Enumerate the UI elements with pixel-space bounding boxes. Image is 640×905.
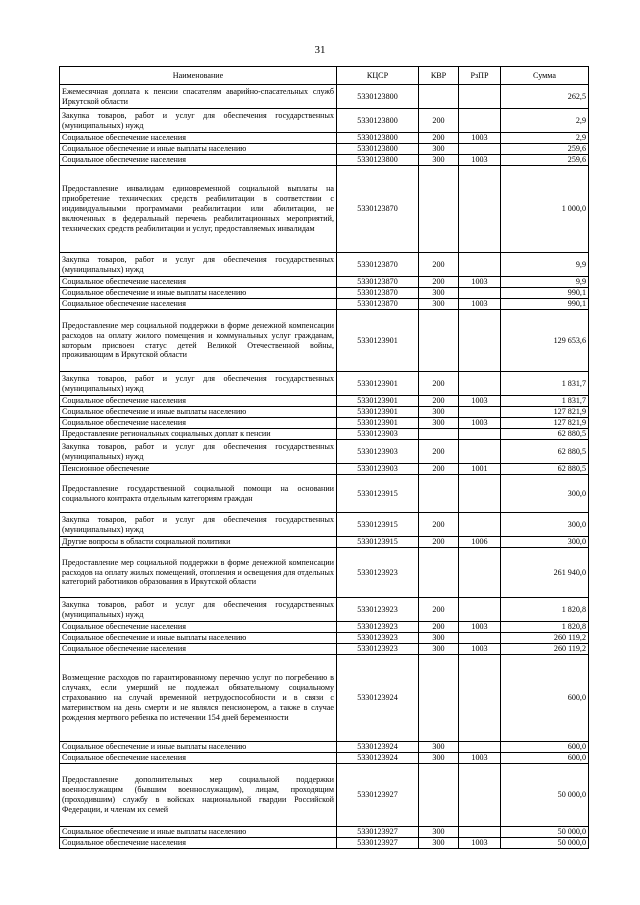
cell-rzpr	[459, 440, 501, 464]
table-row	[60, 155, 589, 166]
cell-name: Ежемесячная доплата к пенсии спасателям аварийно-спасательных служб Иркутской области	[60, 85, 337, 109]
table-row	[60, 429, 589, 440]
cell-kvr: 300	[419, 299, 459, 310]
table-row	[60, 764, 589, 827]
cell-name: Социальное обеспечение населения	[60, 418, 337, 429]
cell-sum: 50 000,0	[501, 838, 589, 849]
cell-rzpr	[459, 288, 501, 299]
cell-kcsr: 5330123927	[337, 764, 419, 827]
cell-sum: 9,9	[501, 277, 589, 288]
cell-kcsr: 5330123927	[337, 827, 419, 838]
cell-kcsr: 5330123915	[337, 475, 419, 513]
cell-kcsr: 5330123800	[337, 133, 419, 144]
cell-kvr: 300	[419, 742, 459, 753]
table-row	[60, 288, 589, 299]
cell-sum: 260 119,2	[501, 633, 589, 644]
cell-sum: 260 119,2	[501, 644, 589, 655]
cell-kcsr: 5330123903	[337, 429, 419, 440]
cell-kcsr: 5330123901	[337, 372, 419, 396]
cell-name: Социальное обеспечение населения	[60, 299, 337, 310]
cell-kvr: 200	[419, 133, 459, 144]
cell-rzpr	[459, 310, 501, 372]
cell-name: Социальное обеспечение населения	[60, 396, 337, 407]
cell-rzpr: 1006	[459, 537, 501, 548]
table-row	[60, 742, 589, 753]
cell-kvr	[419, 475, 459, 513]
table-row	[60, 299, 589, 310]
cell-sum: 1 000,0	[501, 166, 589, 253]
table-row	[60, 753, 589, 764]
table-body	[60, 85, 589, 849]
cell-kvr	[419, 548, 459, 598]
cell-sum: 300,0	[501, 513, 589, 537]
cell-kcsr: 5330123923	[337, 633, 419, 644]
table-row	[60, 827, 589, 838]
table-row	[60, 253, 589, 277]
cell-sum: 1 831,7	[501, 396, 589, 407]
cell-rzpr	[459, 548, 501, 598]
cell-sum: 259,6	[501, 155, 589, 166]
cell-kcsr: 5330123915	[337, 513, 419, 537]
table-row	[60, 166, 589, 253]
cell-kcsr: 5330123800	[337, 144, 419, 155]
cell-rzpr: 1003	[459, 155, 501, 166]
cell-rzpr	[459, 764, 501, 827]
table-row	[60, 133, 589, 144]
cell-name: Закупка товаров, работ и услуг для обеспечения государственных (муниципальных) нужд	[60, 109, 337, 133]
cell-sum: 9,9	[501, 253, 589, 277]
cell-kvr: 200	[419, 464, 459, 475]
cell-name: Предоставление государственной социальной помощи на основании социального контракта отдельным категориям граждан	[60, 475, 337, 513]
cell-kcsr: 5330123923	[337, 548, 419, 598]
cell-sum: 62 880,5	[501, 429, 589, 440]
cell-kcsr: 5330123901	[337, 418, 419, 429]
cell-kcsr: 5330123870	[337, 288, 419, 299]
header-kvr: КВР	[419, 67, 459, 85]
cell-rzpr: 1001	[459, 464, 501, 475]
cell-kvr: 200	[419, 537, 459, 548]
cell-name: Закупка товаров, работ и услуг для обеспечения государственных (муниципальных) нужд	[60, 513, 337, 537]
cell-name: Закупка товаров, работ и услуг для обеспечения государственных (муниципальных) нужд	[60, 253, 337, 277]
table-row	[60, 418, 589, 429]
cell-rzpr	[459, 109, 501, 133]
table-row	[60, 144, 589, 155]
cell-name: Закупка товаров, работ и услуг для обеспечения государственных (муниципальных) нужд	[60, 598, 337, 622]
cell-sum: 62 880,5	[501, 464, 589, 475]
cell-kcsr: 5330123924	[337, 742, 419, 753]
cell-kvr	[419, 764, 459, 827]
cell-sum: 50 000,0	[501, 764, 589, 827]
cell-sum: 2,9	[501, 133, 589, 144]
cell-name: Возмещение расходов по гарантированному перечню услуг по погребению в случаях, если умерший не подлежал обязательному социальному страхованию на случай временной нетрудоспособности и в связи с материнством на день смерти и не являлся пенсионером, а также в случае рождения мертвого ребенка по истечении 154 дней беременности	[60, 655, 337, 742]
table-row	[60, 548, 589, 598]
cell-kcsr: 5330123924	[337, 655, 419, 742]
table-row	[60, 598, 589, 622]
cell-name: Социальное обеспечение населения	[60, 644, 337, 655]
cell-sum: 50 000,0	[501, 827, 589, 838]
cell-kcsr: 5330123923	[337, 622, 419, 633]
cell-sum: 1 831,7	[501, 372, 589, 396]
cell-kvr: 300	[419, 144, 459, 155]
cell-name: Пенсионное обеспечение	[60, 464, 337, 475]
header-rzpr: РзПР	[459, 67, 501, 85]
table-header	[60, 67, 589, 85]
cell-name: Закупка товаров, работ и услуг для обеспечения государственных (муниципальных) нужд	[60, 440, 337, 464]
table-row	[60, 838, 589, 849]
cell-kcsr: 5330123923	[337, 644, 419, 655]
cell-name: Социальное обеспечение населения	[60, 753, 337, 764]
cell-kvr: 200	[419, 277, 459, 288]
table-row	[60, 109, 589, 133]
cell-sum: 259,6	[501, 144, 589, 155]
cell-sum: 261 940,0	[501, 548, 589, 598]
cell-sum: 990,1	[501, 299, 589, 310]
table-row	[60, 655, 589, 742]
cell-name: Закупка товаров, работ и услуг для обеспечения государственных (муниципальных) нужд	[60, 372, 337, 396]
cell-rzpr	[459, 85, 501, 109]
header-sum: Сумма	[501, 67, 589, 85]
cell-sum: 127 821,9	[501, 418, 589, 429]
cell-sum: 990,1	[501, 288, 589, 299]
cell-name: Социальное обеспечение населения	[60, 622, 337, 633]
cell-rzpr	[459, 633, 501, 644]
cell-sum: 262,5	[501, 85, 589, 109]
cell-kvr	[419, 310, 459, 372]
cell-name: Предоставление мер социальной поддержки в форме денежной компенсации расходов на оплату жилого помещения и коммунальных услуг гражданам, которым присвоен статус детей Великой Отечественной войны, проживающим в Иркутской области	[60, 310, 337, 372]
cell-sum: 129 653,6	[501, 310, 589, 372]
cell-rzpr	[459, 475, 501, 513]
cell-rzpr	[459, 253, 501, 277]
cell-name: Социальное обеспечение и иные выплаты населению	[60, 633, 337, 644]
cell-name: Предоставление инвалидам единовременной социальной выплаты на приобретение технических средств реабилитации в соответствии с индивидуальными программами реабилитации или абилитации, не включенных в федеральный перечень реабилитационных мероприятий, технических средств реабилитации и услуг, предоставляемых инвалидам	[60, 166, 337, 253]
cell-kvr: 200	[419, 253, 459, 277]
cell-kcsr: 5330123903	[337, 440, 419, 464]
table-row	[60, 310, 589, 372]
table-row	[60, 407, 589, 418]
cell-name: Предоставление дополнительных мер социальной поддержки военнослужащим (бывшим военнослужащим), лицам, проходящим (проходившим) службу в войсках национальной гвардии Российской Федерации, и членам их семей	[60, 764, 337, 827]
cell-name: Другие вопросы в области социальной политики	[60, 537, 337, 548]
cell-sum: 1 820,8	[501, 598, 589, 622]
page-number: 31	[314, 44, 326, 56]
table-row	[60, 537, 589, 548]
budget-table	[59, 66, 589, 849]
cell-rzpr: 1003	[459, 622, 501, 633]
table-row	[60, 440, 589, 464]
cell-name: Социальное обеспечение населения	[60, 277, 337, 288]
cell-kvr: 300	[419, 753, 459, 764]
cell-kcsr: 5330123915	[337, 537, 419, 548]
cell-rzpr	[459, 166, 501, 253]
table-row	[60, 513, 589, 537]
table-row	[60, 475, 589, 513]
cell-rzpr: 1003	[459, 277, 501, 288]
cell-kvr: 300	[419, 418, 459, 429]
cell-name: Социальное обеспечение и иные выплаты населению	[60, 288, 337, 299]
cell-name: Социальное обеспечение и иные выплаты населению	[60, 144, 337, 155]
cell-rzpr: 1003	[459, 753, 501, 764]
cell-rzpr: 1003	[459, 396, 501, 407]
cell-rzpr	[459, 598, 501, 622]
cell-kcsr: 5330123800	[337, 85, 419, 109]
table-row	[60, 464, 589, 475]
header-name: Наименование	[60, 67, 337, 85]
cell-rzpr: 1003	[459, 299, 501, 310]
cell-rzpr: 1003	[459, 838, 501, 849]
cell-name: Социальное обеспечение и иные выплаты населению	[60, 407, 337, 418]
cell-kvr: 300	[419, 155, 459, 166]
cell-rzpr	[459, 407, 501, 418]
cell-kcsr: 5330123924	[337, 753, 419, 764]
cell-rzpr: 1003	[459, 133, 501, 144]
cell-kvr: 200	[419, 396, 459, 407]
cell-kvr: 200	[419, 622, 459, 633]
cell-kvr: 200	[419, 109, 459, 133]
cell-name: Социальное обеспечение населения	[60, 133, 337, 144]
cell-name: Социальное обеспечение и иные выплаты населению	[60, 742, 337, 753]
table-row	[60, 372, 589, 396]
header-kcsr: КЦСР	[337, 67, 419, 85]
cell-kvr: 200	[419, 440, 459, 464]
cell-kvr: 300	[419, 407, 459, 418]
cell-name: Социальное обеспечение населения	[60, 155, 337, 166]
cell-kcsr: 5330123870	[337, 299, 419, 310]
cell-kvr	[419, 655, 459, 742]
cell-kcsr: 5330123901	[337, 310, 419, 372]
cell-kvr: 300	[419, 827, 459, 838]
cell-kcsr: 5330123901	[337, 396, 419, 407]
cell-name: Социальное обеспечение населения	[60, 838, 337, 849]
table-row	[60, 633, 589, 644]
cell-kvr: 300	[419, 838, 459, 849]
cell-rzpr	[459, 513, 501, 537]
cell-sum: 2,9	[501, 109, 589, 133]
cell-kcsr: 5330123870	[337, 253, 419, 277]
cell-sum: 600,0	[501, 742, 589, 753]
cell-sum: 127 821,9	[501, 407, 589, 418]
cell-rzpr	[459, 144, 501, 155]
cell-kcsr: 5330123800	[337, 155, 419, 166]
cell-name: Социальное обеспечение и иные выплаты населению	[60, 827, 337, 838]
cell-kvr: 300	[419, 633, 459, 644]
cell-kvr: 200	[419, 513, 459, 537]
cell-kcsr: 5330123901	[337, 407, 419, 418]
table-row	[60, 277, 589, 288]
cell-sum: 62 880,5	[501, 440, 589, 464]
table-row	[60, 85, 589, 109]
table-row	[60, 622, 589, 633]
cell-rzpr	[459, 429, 501, 440]
cell-sum: 600,0	[501, 753, 589, 764]
cell-kcsr: 5330123903	[337, 464, 419, 475]
cell-sum: 300,0	[501, 537, 589, 548]
cell-name: Предоставление мер социальной поддержки в форме денежной компенсации расходов на оплату жилых помещений, отопления и освещения для отдельных категорий работников образования в Иркутской области	[60, 548, 337, 598]
cell-kcsr: 5330123927	[337, 838, 419, 849]
cell-rzpr: 1003	[459, 644, 501, 655]
cell-kcsr: 5330123923	[337, 598, 419, 622]
table-row	[60, 644, 589, 655]
cell-kvr	[419, 166, 459, 253]
cell-kvr: 200	[419, 372, 459, 396]
cell-rzpr	[459, 742, 501, 753]
cell-kvr	[419, 429, 459, 440]
cell-kvr: 200	[419, 598, 459, 622]
cell-name: Предоставление региональных социальных доплат к пенсии	[60, 429, 337, 440]
cell-rzpr	[459, 655, 501, 742]
table-row	[60, 396, 589, 407]
cell-sum: 1 820,8	[501, 622, 589, 633]
cell-kcsr: 5330123800	[337, 109, 419, 133]
cell-kcsr: 5330123870	[337, 166, 419, 253]
cell-kcsr: 5330123870	[337, 277, 419, 288]
cell-sum: 300,0	[501, 475, 589, 513]
cell-rzpr	[459, 372, 501, 396]
cell-sum: 600,0	[501, 655, 589, 742]
cell-kvr	[419, 85, 459, 109]
cell-rzpr	[459, 827, 501, 838]
cell-rzpr: 1003	[459, 418, 501, 429]
cell-kvr: 300	[419, 288, 459, 299]
cell-kvr: 300	[419, 644, 459, 655]
